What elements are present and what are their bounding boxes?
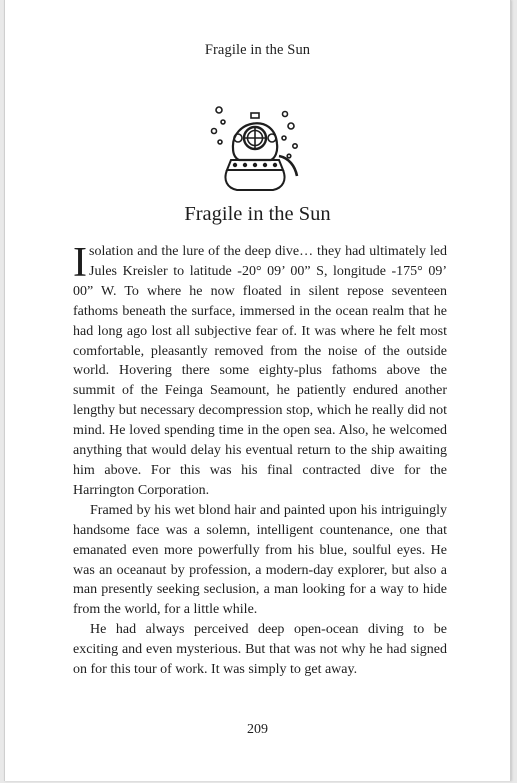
- body-text: [73, 242, 447, 680]
- drop-cap: I: [73, 240, 87, 286]
- diving-helmet-icon: [205, 100, 305, 192]
- page-number: 209: [247, 722, 268, 737]
- chapter-title: Fragile in the Sun: [184, 203, 331, 225]
- paragraph: He had always perceived deep open-ocean diving to be exciting and even mysterious. But that was not why he had signed on for this tour of work. It was simply to get away.: [73, 622, 447, 678]
- paragraph: [73, 242, 447, 501]
- running-head: Fragile in the Sun: [204, 42, 311, 58]
- paragraph: Framed by his wet blond hair and painted upon his intriguingly handsome face was a solemn, intelligent countenance, one that emanated even more powerfully from his blue, soulful eyes. He was an oceanaut by profession, a modern-day explorer, but also a man presently seeking seclusion, a man looking for a way to hide from the world, for a little while.: [73, 502, 447, 618]
- paragraph-text: solation and the lure of the deep dive… they had ultimately led Jules Kreisler to latitude -20° 09’ 00” S, longitude -175° 09’ 00” W. To where he now floated in silent repose seventeen fathoms beneath the surface, immersed in the ocean realm that he had long ago lost all subjective fear of. It was where he felt most comfortable, pleasantly removed from the noise of the outside world. Hovering there some eighty-plus fathoms above the summit of the Feinga Seamount, he patiently endured another lengthy but necessary decompression stop, which he really did not mind. He loved spending time in the open sea. Also, he welcomed anything that would delay his eventual return to the ship awaiting him above. For this was his final contracted dive for the Harrington Corporation.: [73, 244, 447, 498]
- book-page: [4, 0, 511, 781]
